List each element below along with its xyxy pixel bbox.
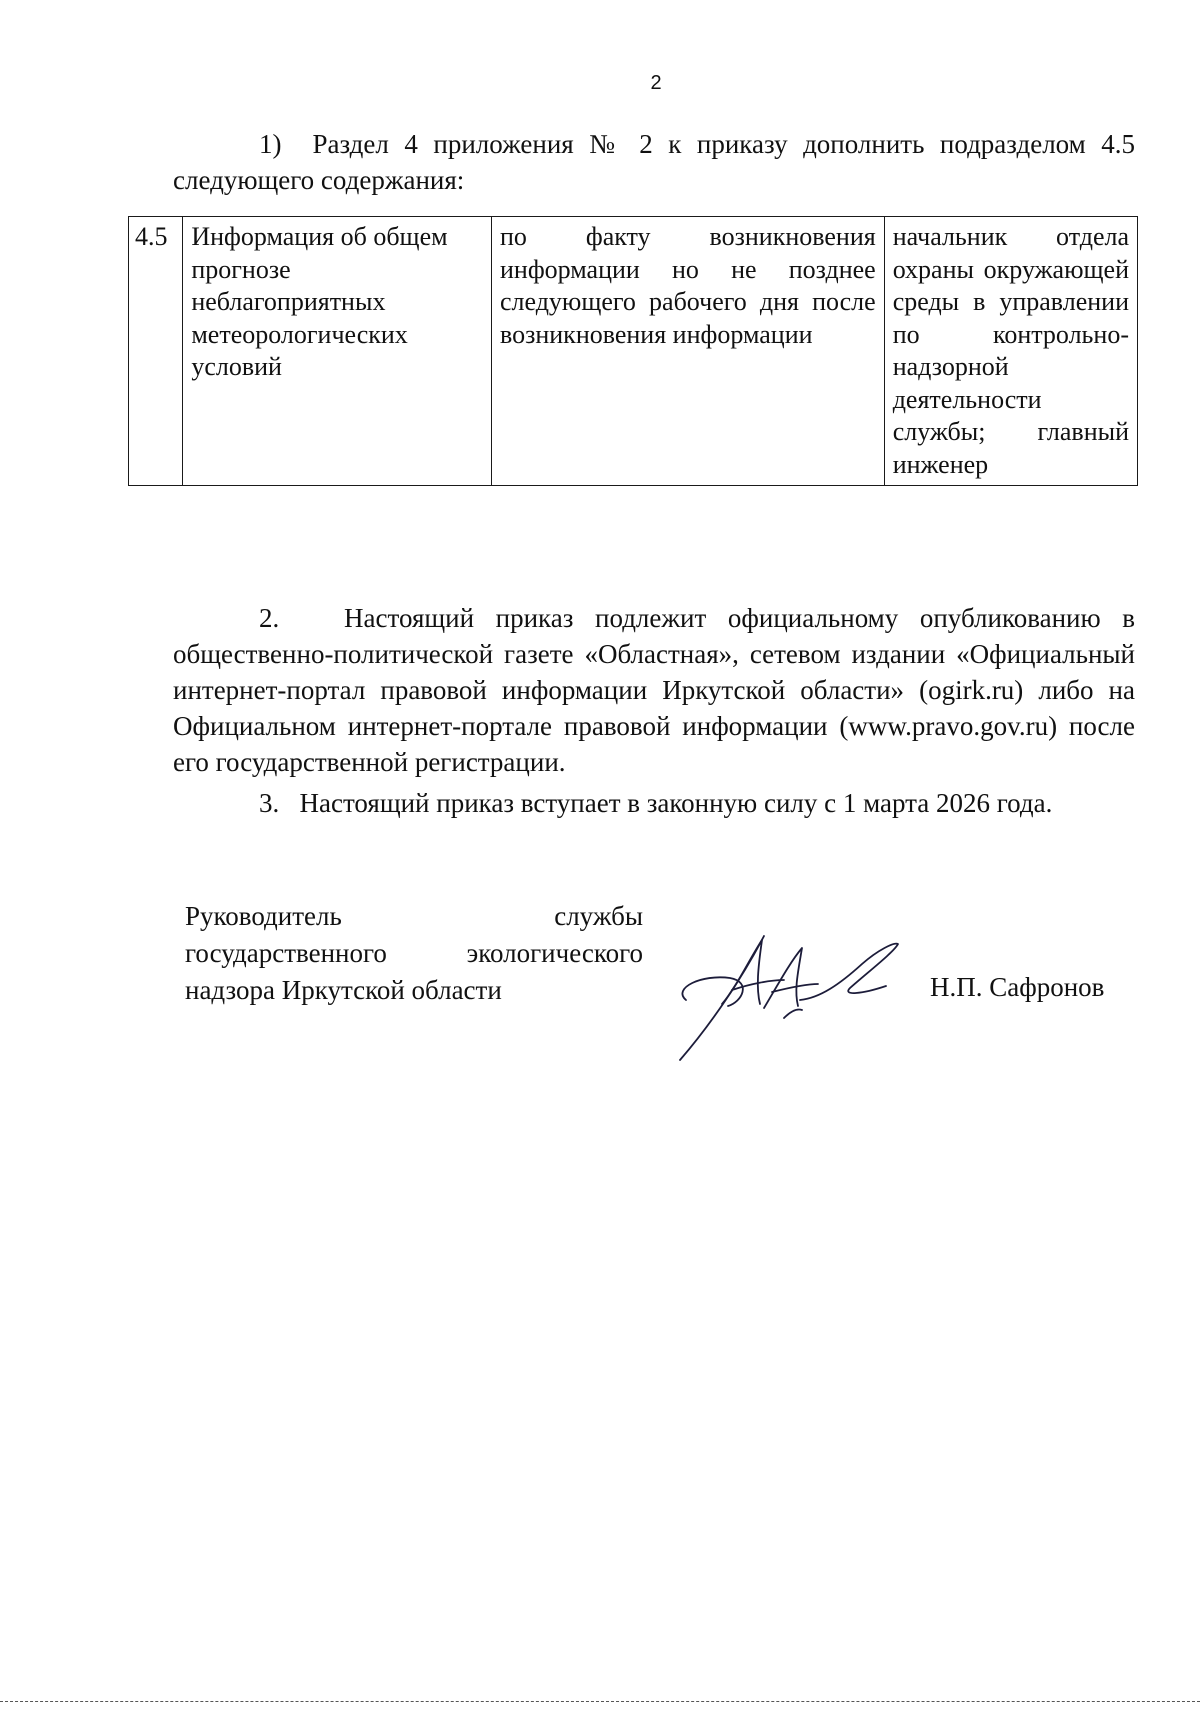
signatory-title-line: государственного экологического [185, 938, 643, 968]
signatory-title-line: Руководитель службы [185, 901, 643, 931]
signatory-title [185, 898, 643, 1009]
paragraph-publication: 2. Настоящий приказ подлежит официальному опубликованию в общественно-политической газете «Областная», сетевом издании «Официальный интернет-портал правовой информации Иркутской области» (ogirk.ru) либо на Официальном интернет-портале правовой информации (www.pravo.gov.ru) после его государственной регистрации. [173, 603, 1135, 777]
page-bottom-edge [0, 1701, 1200, 1702]
signatory-name: Н.П. Сафронов [930, 972, 1105, 1002]
table-row [129, 217, 1138, 486]
row-information: Информация об общем прогнозе неблагоприятных метеорологических условий [183, 217, 492, 486]
page-number: 2 [650, 72, 662, 94]
row-number: 4.5 [129, 217, 183, 486]
amendment-table [128, 216, 1138, 486]
amendment-intro: 1) Раздел 4 приложения № 2 к приказу дополнить подразделом 4.5 следующего содержания: [173, 129, 1135, 195]
row-term: по факту возникновения информации но не позднее следующего рабочего дня после возникновения информации [491, 217, 884, 486]
signatory-title-line: надзора Иркутской области [185, 975, 502, 1005]
row-responsible: начальник отдела охраны окружающей среды в управлении по контрольно-надзорной деятельности службы; главный инженер [884, 217, 1137, 486]
paragraph-effective-date: 3. Настоящий приказ вступает в законную силу с 1 марта 2026 года. [259, 788, 1053, 818]
handwritten-signature [672, 928, 902, 1063]
